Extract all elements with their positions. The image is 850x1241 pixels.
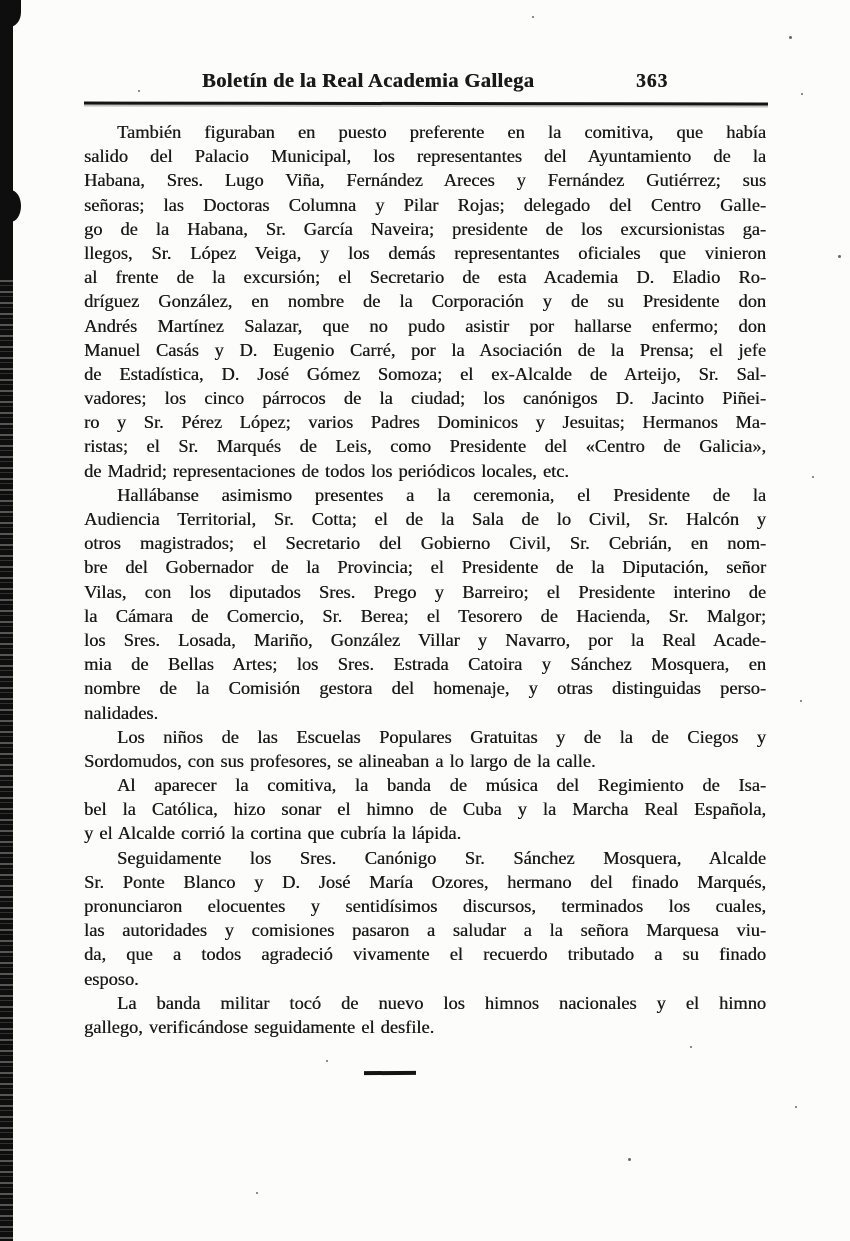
text-line: La banda militar tocó de nuevo los himnos nacionales y el himno	[117, 992, 766, 1013]
text-line: la Cámara de Comercio, Sr. Berea; el Tesorero de Hacienda, Sr. Malgor;	[84, 605, 766, 626]
text-line: go de la Habana, Sr. García Naveira; presidente de los excursionistas ga-	[84, 218, 766, 239]
scan-speck	[138, 90, 140, 92]
end-rule	[364, 1071, 416, 1075]
scan-speck	[628, 1158, 631, 1161]
scan-speck	[795, 1106, 797, 1108]
paragraph	[84, 483, 766, 725]
text-line: pronunciaron elocuentes y sentidísimos discursos, terminados los cuales,	[84, 896, 766, 916]
text-line: Sordomudos, con sus profesores, se alineaban a lo largo de la calle.	[84, 750, 596, 771]
text-line: ro y Sr. Pérez López; varios Padres Dominicos y Jesuitas; Hermanos Ma-	[84, 412, 766, 433]
header-rule	[84, 102, 768, 106]
text-line: de Estadística, D. José Gómez Somoza; el ex-Alcalde de Arteijo, Sr. Sal-	[84, 363, 766, 384]
scan-gutter-blob	[0, 0, 21, 27]
text-line: Habana, Sres. Lugo Viña, Fernández Areces y Fernández Gutiérrez; sus	[84, 170, 766, 191]
running-head	[84, 70, 768, 100]
scan-speck	[256, 1192, 258, 1194]
journal-title: Boletín de la Real Academia Gallega	[202, 70, 535, 92]
text-line: Al aparecer la comitiva, la banda de música del Regimiento de Isa-	[117, 775, 766, 796]
scan-speck	[812, 476, 814, 478]
text-line: los Sres. Losada, Mariño, González Villar y Navarro, por la Real Acade-	[84, 629, 766, 650]
text-line: mia de Bellas Artes; los Sres. Estrada Catoira y Sánchez Mosquera, en	[84, 654, 766, 675]
paragraph	[84, 991, 766, 1039]
text-line: Hallábanse asimismo presentes a la ceremonia, el Presidente de la	[117, 484, 766, 505]
scan-gutter-shadow	[0, 0, 13, 1241]
text-line: También figuraban en puesto preferente en la comitiva, que había	[117, 122, 766, 142]
scan-speck	[801, 93, 803, 95]
scan-speck	[838, 255, 841, 258]
paragraph	[84, 773, 766, 846]
text-line: Audiencia Territorial, Sr. Cotta; el de la Sala de lo Civil, Sr. Halcón y	[84, 509, 766, 529]
text-line: Manuel Casás y D. Eugenio Carré, por la Asociación de la Prensa; el jefe	[84, 339, 766, 360]
paragraph	[84, 120, 766, 483]
text-line: Los niños de las Escuelas Populares Gratuitas y de la de Ciegos y	[117, 726, 766, 747]
text-line: señoras; las Doctoras Columna y Pilar Rojas; delegado del Centro Galle-	[84, 194, 766, 215]
scan-speck	[789, 36, 792, 39]
scan-speck	[532, 16, 534, 18]
text-line: Seguidamente los Sres. Canónigo Sr. Sánchez Mosquera, Alcalde	[117, 847, 766, 868]
text-line: nalidades.	[84, 702, 159, 723]
text-line: Andrés Martínez Salazar, que no pudo asistir por hallarse enfermo; don	[84, 315, 766, 336]
text-line: Vilas, con los diputados Sres. Prego y Barreiro; el Presidente interino de	[84, 581, 766, 602]
text-line: ristas; el Sr. Marqués de Leis, como Presidente del «Centro de Galicia»,	[84, 436, 766, 457]
text-line: gallego, verificándose seguidamente el desfile.	[84, 1016, 435, 1037]
scan-speck	[690, 1046, 692, 1048]
text-line: y el Alcalde corrió la cortina que cubría la lápida.	[84, 823, 462, 844]
text-line: bel la Católica, hizo sonar el himno de Cuba y la Marcha Real Española,	[84, 799, 766, 820]
text-line: las autoridades y comisiones pasaron a saludar a la señora Marquesa viu-	[84, 920, 766, 941]
paragraph	[84, 846, 766, 991]
text-line: nombre de la Comisión gestora del homenaje, y otras distinguidas perso-	[84, 678, 766, 699]
text-line: otros magistrados; el Secretario del Gobierno Civil, Sr. Cebrián, en nom-	[84, 533, 766, 554]
text-line: Sr. Ponte Blanco y D. José María Ozores, hermano del finado Marqués,	[84, 871, 766, 892]
text-line: llegos, Sr. López Veiga, y los demás representantes oficiales que vinieron	[84, 242, 766, 263]
text-line: bre del Gobernador de la Provincia; el Presidente de la Diputación, señor	[84, 557, 766, 578]
text-line: da, que a todos agradeció vivamente el recuerdo tributado a su finado	[84, 944, 766, 965]
body-text	[84, 120, 766, 1039]
text-line: de Madrid; representaciones de todos los periódicos locales, etc.	[84, 460, 569, 481]
text-line: al frente de la excursión; el Secretario de esta Academia D. Eladio Ro-	[84, 267, 766, 288]
page-number: 363	[636, 71, 669, 92]
paragraph	[84, 725, 766, 773]
scan-speck	[800, 700, 802, 702]
text-line: vadores; los cinco párrocos de la ciudad; los canónigos D. Jacinto Piñei-	[84, 388, 766, 409]
text-line: dríguez González, en nombre de la Corporación y de su Presidente don	[84, 291, 766, 312]
text-line: salido del Palacio Municipal, los representantes del Ayuntamiento de la	[84, 146, 766, 167]
scan-speck	[326, 1060, 328, 1062]
text-line: esposo.	[84, 968, 139, 989]
scan-gutter-bump	[0, 190, 21, 222]
